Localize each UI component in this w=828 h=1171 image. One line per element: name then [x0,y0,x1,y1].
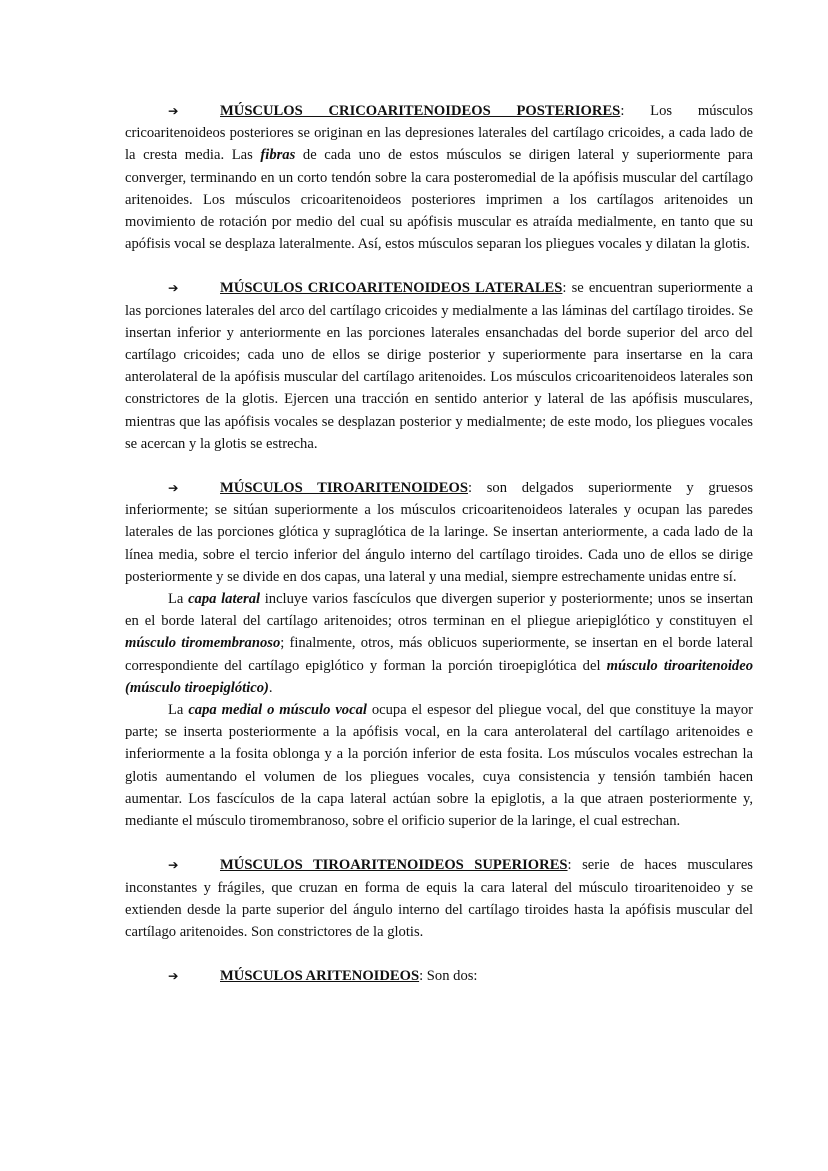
body-text: Los músculos cricoaritenoideos posteriores se originan en las depresiones laterales del cartílago cricoides, a cada lado de la cresta media. Las [125,103,753,164]
emphasis-term: capa lateral [188,591,261,608]
arrow-bullet-icon: ➔ [168,280,179,296]
body-text: ocupa el espesor del pliegue vocal, del que constituye la mayor parte; se inserta posteriormente a la apófisis vocal, en la cara anterolateral del cartílago aritenoides e inferiormente a la fosita oblonga y a la porción inferior de esta fosita. Los músculos vocales estrechan la glotis aumentando el volumen de los pliegues vocales, cuya consistencia y tensión también hacen aumentar. Los fascículos de la capa lateral actúan sobre la epiglotis, a la que atraen posteriormente y, mediante el músculo tiromembranoso, sobre el orificio superior de la laringe, el cual estrechan. [125,702,754,830]
body-text: de cada uno de estos músculos se dirigen lateral y superiormente para converger, terminando en un corto tendón sobre la cara posteromedial de la apófisis muscular del cartílago aritenoides. Los músculos cricoaritenoideos posteriores imprimen a los cartílagos aritenoides un movimiento de rotación por medio del cual su apófisis muscular es atraída medialmente, en tanto que su apófisis vocal se desplaza lateralmente. Así, estos músculos separan los pliegues vocales y dilatan la glotis. [125,147,754,253]
section-paragraph [125,277,753,455]
section-paragraph [125,477,753,588]
arrow-bullet-icon: ➔ [168,857,179,873]
body-text: La [168,702,189,719]
emphasis-term: fibras [260,147,296,164]
heading-separator: : [620,103,625,119]
heading-separator: : [562,280,567,297]
section [125,100,753,255]
body-text: ; finalmente, otros, más oblicuos superiormente, se insertan en el borde lateral correspondiente del cartílago epiglótico y forman la porción tiroepiglótica del [125,635,754,674]
sub-paragraph [125,699,753,832]
section-paragraph [125,965,753,987]
body-text: incluye varios fascículos que divergen superior y posteriormente; unos se insertan en el borde lateral del cartílago aritenoides; otros terminan en el pliegue ariepiglótico y constituyen el [125,591,753,630]
body-text: se encuentran superiormente a las porciones laterales del arco del cartílago cricoides y medialmente a las láminas del cartílago tiroides. Se insertan inferior y anteriormente en las porciones laterales ensanchadas del borde superior del arco del cartílago cricoides; cada uno de ellos se dirige posterior y superiormente para insertarse en la cara anterolateral de la apófisis muscular del cartílago aritenoides. Los músculos cricoaritenoideos laterales son constrictores de la glotis. Ejercen una tracción en sentido anterior y lateral de las apófisis musculares, mientras que las apófisis vocales se desplazan posterior y medialmente; de este modo, los pliegues vocales se acercan y la glotis se estrecha. [125,280,753,452]
heading-separator: : [467,480,473,497]
body-text: serie de haces musculares inconstantes y frágiles, que cruzan en forma de equis la cara lateral del músculo tiroaritenoideo y se extienden desde la parte superior del ángulo interno del cartílago tiroides hasta la apófisis muscular del cartílago aritenoides. Son constrictores de la glotis. [125,857,753,940]
section-heading: MÚSCULOS ARITENOIDEOS [220,968,420,985]
arrow-bullet-icon: ➔ [168,103,179,118]
arrow-bullet-icon: ➔ [168,480,179,496]
section-paragraph [125,854,753,943]
section [125,277,753,455]
sub-paragraph [125,588,753,699]
section-heading: MÚSCULOS CRICOARITENOIDEOS POSTERIORES [220,103,621,119]
section-heading: MÚSCULOS CRICOARITENOIDEOS LATERALES [220,280,563,297]
section-paragraph [125,100,753,255]
emphasis-term: capa medial o músculo vocal [188,702,367,719]
body-text: . [268,679,273,696]
body-text: La [168,591,189,608]
emphasis-term: músculo tiromembranoso [125,635,281,652]
section [125,965,753,987]
section [125,854,753,943]
heading-separator: : [567,857,572,874]
body-text: son delgados superiormente y gruesos inferiormente; se sitúan superiormente a los músculos cricoaritenoideos laterales y ocupan las paredes laterales de las porciones glótica y supraglótica de la laringe. Se insertan anteriormente, a cada lado de la línea media, sobre el tercio inferior del ángulo interno del cartílago tiroides. Cada uno de ellos se dirige posteriormente y se divide en dos capas, una lateral y una medial, siempre estrechamente unidas entre sí. [125,480,753,585]
section [125,477,753,832]
heading-separator: : [419,968,424,985]
section-heading: MÚSCULOS TIROARITENOIDEOS [220,480,468,497]
emphasis-term: músculo tiroaritenoideo (músculo tiroepiglótico) [125,657,754,696]
arrow-bullet-icon: ➔ [168,968,179,984]
body-text: Son dos: [423,968,478,985]
section-heading: MÚSCULOS TIROARITENOIDEOS SUPERIORES [220,857,568,874]
